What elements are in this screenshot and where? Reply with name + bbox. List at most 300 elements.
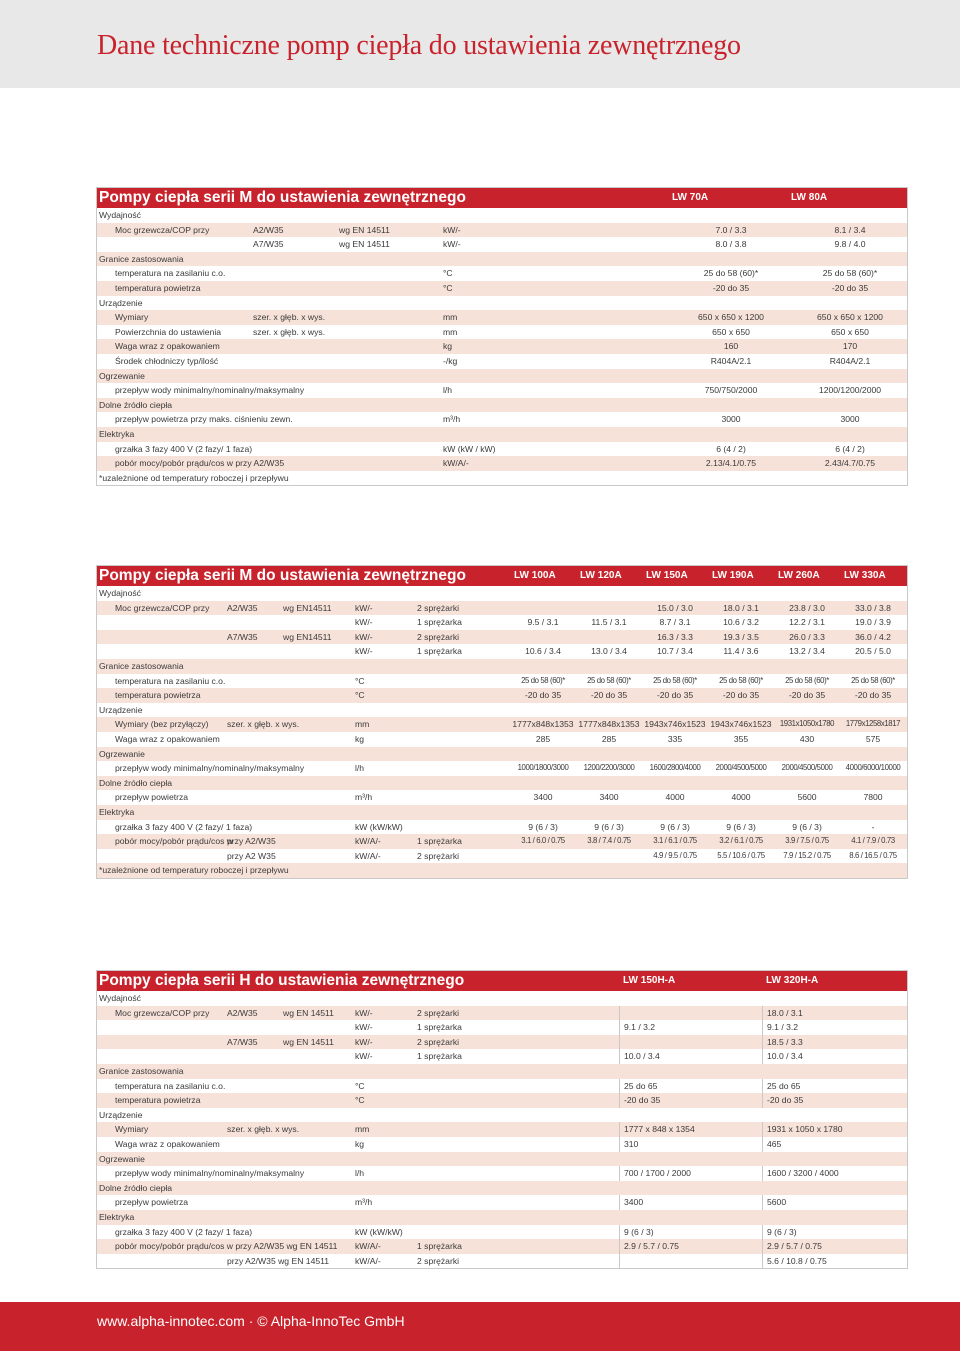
section-row (97, 747, 907, 762)
value-cell: 9.1 / 3.2 (619, 1020, 763, 1035)
value-cell: 2000/4500/5000 (781, 763, 833, 773)
param-label: Moc grzewcza/COP przy (115, 224, 210, 235)
param-label: pobór mocy/pobór prądu/cos w (115, 836, 233, 847)
section-row (97, 1210, 907, 1225)
param-label: temperatura na zasilaniu c.o. (115, 1080, 226, 1091)
value-cell: 1777x848x1353 (578, 719, 640, 730)
value-cell: 19.0 / 3.9 (855, 617, 891, 628)
unit-label: mm (355, 719, 370, 730)
unit-label: mm (355, 1124, 370, 1135)
value-cell: 8.0 / 3.8 (715, 239, 747, 250)
value-cell: 23.8 / 3.0 (789, 602, 825, 613)
table-title: Pompy ciepła serii H do ustawienia zewnętrznego (99, 972, 465, 989)
unit-label: kW/A/- (355, 836, 381, 847)
param-label: Waga wraz z opakowaniem (115, 733, 220, 744)
section-row (97, 398, 907, 413)
value-cell: 335 (667, 733, 683, 744)
value-cell: 650 x 650 (831, 326, 869, 337)
value-cell: 170 (842, 341, 858, 352)
param-label: Moc grzewcza/COP przy (115, 602, 210, 613)
value-cell: R404A/2.1 (829, 355, 871, 366)
standard-label: wg EN14511 (283, 631, 332, 642)
value-cell: 6 (4 / 2) (716, 443, 746, 454)
value-cell: 9.1 / 3.2 (762, 1020, 909, 1035)
table-row (97, 442, 907, 457)
section-row (97, 863, 907, 878)
value-cell: 19.3 / 3.5 (723, 631, 759, 642)
value-cell: 8.7 / 3.1 (659, 617, 691, 628)
value-cell: -20 do 35 (722, 690, 760, 701)
param-label: temperatura powietrza (115, 690, 201, 701)
unit-label: kW/- (355, 617, 373, 628)
unit-label: °C (355, 1095, 365, 1106)
value-cell: 9 (6 / 3) (762, 1225, 909, 1240)
unit-label: °C (355, 690, 365, 701)
note-label: 2 sprężarki (417, 1036, 460, 1047)
table-row (97, 1137, 907, 1152)
column-header: LW 320H-A (766, 975, 819, 986)
note-label: 2 sprężarki (417, 602, 460, 613)
table-header (97, 188, 907, 208)
section-label: Granice zastosowania (99, 253, 184, 264)
value-cell: -20 do 35 (712, 282, 750, 293)
value-cell: 3.1 / 6.0 / 0.75 (521, 836, 565, 846)
unit-label: l/h (355, 763, 365, 774)
unit-label: mm (443, 312, 458, 323)
unit-label: kW/- (443, 224, 461, 235)
note-label: 1 sprężarka (417, 1051, 462, 1062)
section-label: Wydajność (99, 588, 141, 598)
param-label: przepływ powietrza przy maks. ciśnieniu zewn. (115, 414, 293, 425)
value-cell: 25 do 58 (60)* (785, 675, 829, 685)
value-cell: 1779x1258x1817 (845, 719, 901, 729)
unit-label: -/kg (443, 355, 458, 366)
value-cell: 2.9 / 5.7 / 0.75 (762, 1239, 909, 1254)
table-row (97, 615, 907, 630)
value-cell: 25 do 65 (619, 1079, 763, 1094)
section-label: Dolne źródło ciepła (99, 1182, 173, 1193)
value-cell: 8.6 / 16.5 / 0.75 (849, 850, 897, 860)
value-cell: 1931x1050x1780 (779, 719, 835, 729)
unit-label: kW (kW/kW) (355, 1226, 403, 1237)
value-cell: 10.6 / 3.4 (525, 646, 561, 657)
condition-label: przy A2/W35 (227, 836, 276, 847)
unit-label: kW (kW/kW) (355, 821, 403, 832)
section-label: Elektryka (99, 1211, 135, 1222)
unit-label: kW/A/- (355, 850, 381, 861)
unit-label: kW (kW / kW) (443, 443, 496, 454)
condition-label: szer. x głęb. x wys. (253, 312, 326, 323)
value-cell: 355 (733, 733, 749, 744)
value-cell: 160 (723, 341, 739, 352)
table-row (97, 1035, 907, 1050)
value-cell: 13.0 / 3.4 (591, 646, 627, 657)
value-cell: -20 do 35 (656, 690, 694, 701)
param-label: Wymiary (115, 312, 149, 323)
section-label: Ogrzewanie (99, 370, 145, 381)
value-cell: -20 do 35 (831, 282, 869, 293)
value-cell (619, 1006, 763, 1021)
value-cell: 18.5 / 3.3 (762, 1035, 909, 1050)
standard-label: wg EN 14511 (339, 239, 390, 250)
section-label: Dolne źródło ciepła (99, 399, 173, 410)
condition-label: szer. x głęb. x wys. (227, 1124, 300, 1135)
value-cell: 10.0 / 3.4 (619, 1049, 763, 1064)
value-cell: 25 do 58 (60)* (719, 675, 763, 685)
section-label: Urządzenie (99, 297, 143, 308)
note-label: 2 sprężarki (417, 1255, 460, 1266)
condition-label: przy A2/W35 wg EN 14511 (227, 1255, 330, 1266)
value-cell: 575 (865, 733, 881, 744)
section-row (97, 1181, 907, 1196)
table-row (97, 1122, 907, 1137)
value-cell: 4000 (731, 792, 751, 803)
section-row (97, 1064, 907, 1079)
value-cell: 3000 (721, 414, 741, 425)
value-cell: 20.5 / 5.0 (855, 646, 891, 657)
value-cell: -20 do 35 (590, 690, 628, 701)
value-cell: 3.8 / 7.4 / 0.75 (587, 836, 631, 846)
value-cell: 13.2 / 3.4 (789, 646, 825, 657)
value-cell: 2.9 / 5.7 / 0.75 (619, 1239, 763, 1254)
value-cell: 26.0 / 3.3 (789, 631, 825, 642)
standard-label: wg EN 14511 (283, 1007, 334, 1018)
value-cell: 465 (762, 1137, 909, 1152)
table-row (97, 790, 907, 805)
table-row (97, 674, 907, 689)
condition-label: szer. x głęb. x wys. (227, 719, 300, 730)
value-cell: 25 do 58 (60)* (653, 675, 697, 685)
table-row (97, 223, 907, 238)
section-row (97, 659, 907, 674)
value-cell: 10.7 / 3.4 (657, 646, 693, 657)
section-label: Urządzenie (99, 1109, 143, 1120)
column-header: LW 80A (791, 192, 828, 203)
value-cell: 650 x 650 x 1200 (698, 312, 764, 323)
param-label: temperatura powietrza (115, 1095, 201, 1106)
unit-label: °C (355, 1080, 365, 1091)
unit-label: °C (355, 675, 365, 686)
value-cell: -20 do 35 (762, 1093, 909, 1108)
column-header: LW 150H-A (623, 975, 676, 986)
value-cell: 8.1 / 3.4 (834, 224, 866, 235)
table-row (97, 1225, 907, 1240)
value-cell: 430 (799, 733, 815, 744)
value-cell: 3.2 / 6.1 / 0.75 (719, 836, 763, 846)
value-cell: 650 x 650 x 1200 (817, 312, 883, 323)
table-row (97, 1093, 907, 1108)
value-cell: 9 (6 / 3) (792, 821, 822, 832)
table-row (97, 820, 907, 835)
value-cell: 18.0 / 3.1 (723, 602, 759, 613)
footer-bar (0, 1302, 960, 1351)
value-cell: 5600 (797, 792, 817, 803)
table-row (97, 383, 907, 398)
param-label: przepływ wody minimalny/nominalny/maksymalny (115, 385, 305, 396)
value-cell: 7.9 / 15.2 / 0.75 (783, 850, 831, 860)
condition-label: A7/W35 (253, 239, 284, 250)
value-cell: 5600 (762, 1195, 909, 1210)
value-cell: 33.0 / 3.8 (855, 602, 891, 613)
section-row (97, 1152, 907, 1167)
param-label: pobór mocy/pobór prądu/cos w przy A2/W35 (115, 458, 285, 469)
value-cell: 6 (4 / 2) (835, 443, 865, 454)
value-cell: 11.4 / 3.6 (723, 646, 759, 657)
table-row (97, 339, 907, 354)
condition-label: przy A2 W35 (227, 850, 276, 861)
value-cell: 1943x746x1523 (644, 719, 706, 730)
value-cell: 700 / 1700 / 2000 (619, 1166, 763, 1181)
table-row (97, 644, 907, 659)
table-row (97, 849, 907, 864)
param-label: przepływ wody minimalny/nominalny/maksymalny (115, 763, 305, 774)
value-cell: 5.5 / 10.6 / 0.75 (717, 850, 765, 860)
column-header: LW 70A (672, 192, 709, 203)
table-row (97, 1006, 907, 1021)
table-header (97, 566, 907, 586)
unit-label: m³/h (443, 414, 461, 425)
column-header: LW 120A (580, 570, 622, 581)
unit-label: kW/- (355, 631, 373, 642)
section-label: Wydajność (99, 993, 141, 1003)
value-cell: 18.0 / 3.1 (762, 1006, 909, 1021)
unit-label: kW/- (355, 646, 373, 657)
value-cell: 1931 x 1050 x 1780 (762, 1122, 909, 1137)
unit-label: °C (443, 268, 453, 279)
unit-label: l/h (355, 1168, 365, 1179)
param-label: przepływ powietrza (115, 1197, 189, 1208)
value-cell: -20 do 35 (788, 690, 826, 701)
table-row (97, 761, 907, 776)
value-cell: 1000/1800/3000 (517, 763, 569, 773)
unit-label: kW/- (355, 1036, 373, 1047)
value-cell: 750/750/2000 (704, 385, 758, 396)
value-cell: 25 do 58 (60)* (521, 675, 565, 685)
table-row (97, 1195, 907, 1210)
value-cell (619, 1254, 763, 1269)
value-cell: 4.1 / 7.9 / 0.73 (851, 836, 895, 846)
value-cell: 310 (619, 1137, 763, 1152)
value-cell: 2000/4500/5000 (715, 763, 767, 773)
param-label: temperatura powietrza (115, 282, 201, 293)
unit-label: mm (443, 326, 458, 337)
value-cell: 9 (6 / 3) (619, 1225, 763, 1240)
unit-label: l/h (443, 385, 453, 396)
unit-label: m³/h (355, 792, 373, 803)
value-cell: 25 do 58 (60)* (851, 675, 895, 685)
table-row (97, 630, 907, 645)
unit-label: m³/h (355, 1197, 373, 1208)
section-row (97, 208, 907, 223)
section-label: Elektryka (99, 428, 135, 439)
column-header: LW 330A (844, 570, 886, 581)
page-title: Dane techniczne pomp ciepła do ustawienia zewnętrznego (97, 30, 741, 61)
value-cell: 11.5 / 3.1 (591, 617, 627, 628)
footer-text: www.alpha-innotec.com · © Alpha-InnoTec GmbH (97, 1313, 405, 1329)
table-row (97, 281, 907, 296)
table-title: Pompy ciepła serii M do ustawienia zewnętrznego (99, 189, 466, 206)
unit-label: kW/- (355, 1007, 373, 1018)
unit-label: kW/A/- (355, 1241, 381, 1252)
value-cell: -20 do 35 (854, 690, 892, 701)
spec-table-m-large (96, 565, 908, 879)
standard-label: wg EN 14511 (339, 224, 390, 235)
value-cell: 1777 x 848 x 1354 (619, 1122, 763, 1137)
column-header: LW 100A (514, 570, 556, 581)
value-cell: 4000/6000/10000 (845, 763, 901, 773)
section-row (97, 805, 907, 820)
condition-label: A7/W35 (227, 1036, 258, 1047)
unit-label: kg (355, 1138, 365, 1149)
table-row (97, 456, 907, 471)
value-cell (619, 1035, 763, 1050)
value-cell: 1943x746x1523 (710, 719, 772, 730)
value-cell: 25 do 58 (60)* (822, 268, 878, 279)
column-header: LW 190A (712, 570, 754, 581)
note-label: 1 sprężarka (417, 617, 462, 628)
param-label: grzałka 3 fazy 400 V (2 fazy/ 1 faza) (115, 1226, 253, 1237)
table-row (97, 412, 907, 427)
value-cell: 9 (6 / 3) (726, 821, 756, 832)
unit-label: kW/- (355, 1051, 373, 1062)
value-cell: 7800 (863, 792, 883, 803)
value-cell: 1200/2200/3000 (583, 763, 635, 773)
standard-label: wg EN 14511 (283, 1036, 334, 1047)
param-label: Powierzchnia do ustawienia (115, 326, 222, 337)
table-row (97, 732, 907, 747)
table-row (97, 1049, 907, 1064)
value-cell: 3400 (599, 792, 619, 803)
section-label: *uzależnione od temperatury roboczej i przepływu (99, 472, 289, 483)
note-label: 1 sprężarka (417, 836, 462, 847)
note-label: 2 sprężarki (417, 1007, 460, 1018)
param-label: grzałka 3 fazy 400 V (2 fazy/ 1 faza) (115, 821, 253, 832)
section-row (97, 427, 907, 442)
section-row (97, 991, 907, 1006)
table-row (97, 717, 907, 732)
value-cell: 12.2 / 3.1 (789, 617, 825, 628)
condition-label: A2/W35 (253, 224, 284, 235)
unit-label: kW/A/- (355, 1255, 381, 1266)
param-label: temperatura na zasilaniu c.o. (115, 675, 226, 686)
condition-label: A2/W35 (227, 602, 258, 613)
table-row (97, 834, 907, 849)
section-label: Ogrzewanie (99, 748, 145, 759)
section-row (97, 471, 907, 486)
value-cell: 10.6 / 3.2 (723, 617, 759, 628)
unit-label: kg (443, 341, 453, 352)
value-cell: 36.0 / 4.2 (855, 631, 891, 642)
value-cell: 285 (535, 733, 551, 744)
section-row (97, 776, 907, 791)
condition-label: A2/W35 (227, 1007, 258, 1018)
section-row (97, 1108, 907, 1123)
value-cell: 3400 (533, 792, 553, 803)
value-cell: 15.0 / 3.0 (657, 602, 693, 613)
value-cell: 1777x848x1353 (512, 719, 574, 730)
param-label: grzałka 3 fazy 400 V (2 fazy/ 1 faza) (115, 443, 253, 454)
value-cell: 25 do 58 (60)* (703, 268, 759, 279)
value-cell: 650 x 650 (712, 326, 750, 337)
spec-table-h (96, 970, 908, 1269)
table-row (97, 601, 907, 616)
spec-table-m-small (96, 187, 908, 486)
value-cell: 9.8 / 4.0 (834, 239, 866, 250)
param-label: Waga wraz z opakowaniem (115, 1138, 220, 1149)
value-cell: 1600/2800/4000 (649, 763, 701, 773)
section-label: Elektryka (99, 806, 135, 817)
section-row (97, 703, 907, 718)
condition-label: A7/W35 (227, 631, 258, 642)
param-label: Środek chłodniczy typ/ilość (115, 355, 219, 366)
section-row (97, 296, 907, 311)
value-cell: 9.5 / 3.1 (527, 617, 559, 628)
note-label: 1 sprężarka (417, 646, 462, 657)
table-header (97, 971, 907, 991)
standard-label: wg EN14511 (283, 602, 332, 613)
value-cell: 25 do 65 (762, 1079, 909, 1094)
value-cell: - (871, 821, 875, 832)
value-cell: 2.43/4.7/0.75 (824, 458, 876, 469)
section-row (97, 369, 907, 384)
value-cell: 1600 / 3200 / 4000 (762, 1166, 909, 1181)
value-cell: 16.3 / 3.3 (657, 631, 693, 642)
table-row (97, 325, 907, 340)
column-header: LW 260A (778, 570, 820, 581)
unit-label: kW/- (355, 1022, 373, 1033)
value-cell: 3000 (840, 414, 860, 425)
table-row (97, 310, 907, 325)
table-row (97, 354, 907, 369)
param-label: Moc grzewcza/COP przy (115, 1007, 210, 1018)
section-row (97, 252, 907, 267)
value-cell: 4000 (665, 792, 685, 803)
value-cell: -20 do 35 (524, 690, 562, 701)
table-row (97, 237, 907, 252)
unit-label: kg (355, 733, 365, 744)
unit-label: kW/- (443, 239, 461, 250)
section-label: Granice zastosowania (99, 1065, 184, 1076)
note-label: 1 sprężarka (417, 1241, 462, 1252)
column-header: LW 150A (646, 570, 688, 581)
param-label: Wymiary (115, 1124, 149, 1135)
table-row (97, 1079, 907, 1094)
value-cell: 285 (601, 733, 617, 744)
section-label: Wydajność (99, 210, 141, 220)
unit-label: kW/A/- (443, 458, 469, 469)
param-label: przepływ powietrza (115, 792, 189, 803)
param-label: temperatura na zasilaniu c.o. (115, 268, 226, 279)
section-row (97, 586, 907, 601)
section-label: Granice zastosowania (99, 660, 184, 671)
value-cell: 3.1 / 6.1 / 0.75 (653, 836, 697, 846)
param-label: Waga wraz z opakowaniem (115, 341, 220, 352)
param-label: przepływ wody minimalny/nominalny/maksymalny (115, 1168, 305, 1179)
table-row (97, 1254, 907, 1269)
note-label: 1 sprężarka (417, 1022, 462, 1033)
value-cell: 10.0 / 3.4 (762, 1049, 909, 1064)
value-cell: -20 do 35 (619, 1093, 763, 1108)
table-row (97, 266, 907, 281)
unit-label: °C (443, 282, 453, 293)
param-label: pobór mocy/pobór prądu/cos w przy A2/W35 wg EN 14511 (115, 1241, 338, 1252)
section-label: Dolne źródło ciepła (99, 777, 173, 788)
table-row (97, 688, 907, 703)
value-cell: 4.9 / 9.5 / 0.75 (653, 850, 697, 860)
condition-label: szer. x głęb. x wys. (253, 326, 326, 337)
section-label: *uzależnione od temperatury roboczej i przepływu (99, 865, 289, 876)
value-cell: 3400 (619, 1195, 763, 1210)
